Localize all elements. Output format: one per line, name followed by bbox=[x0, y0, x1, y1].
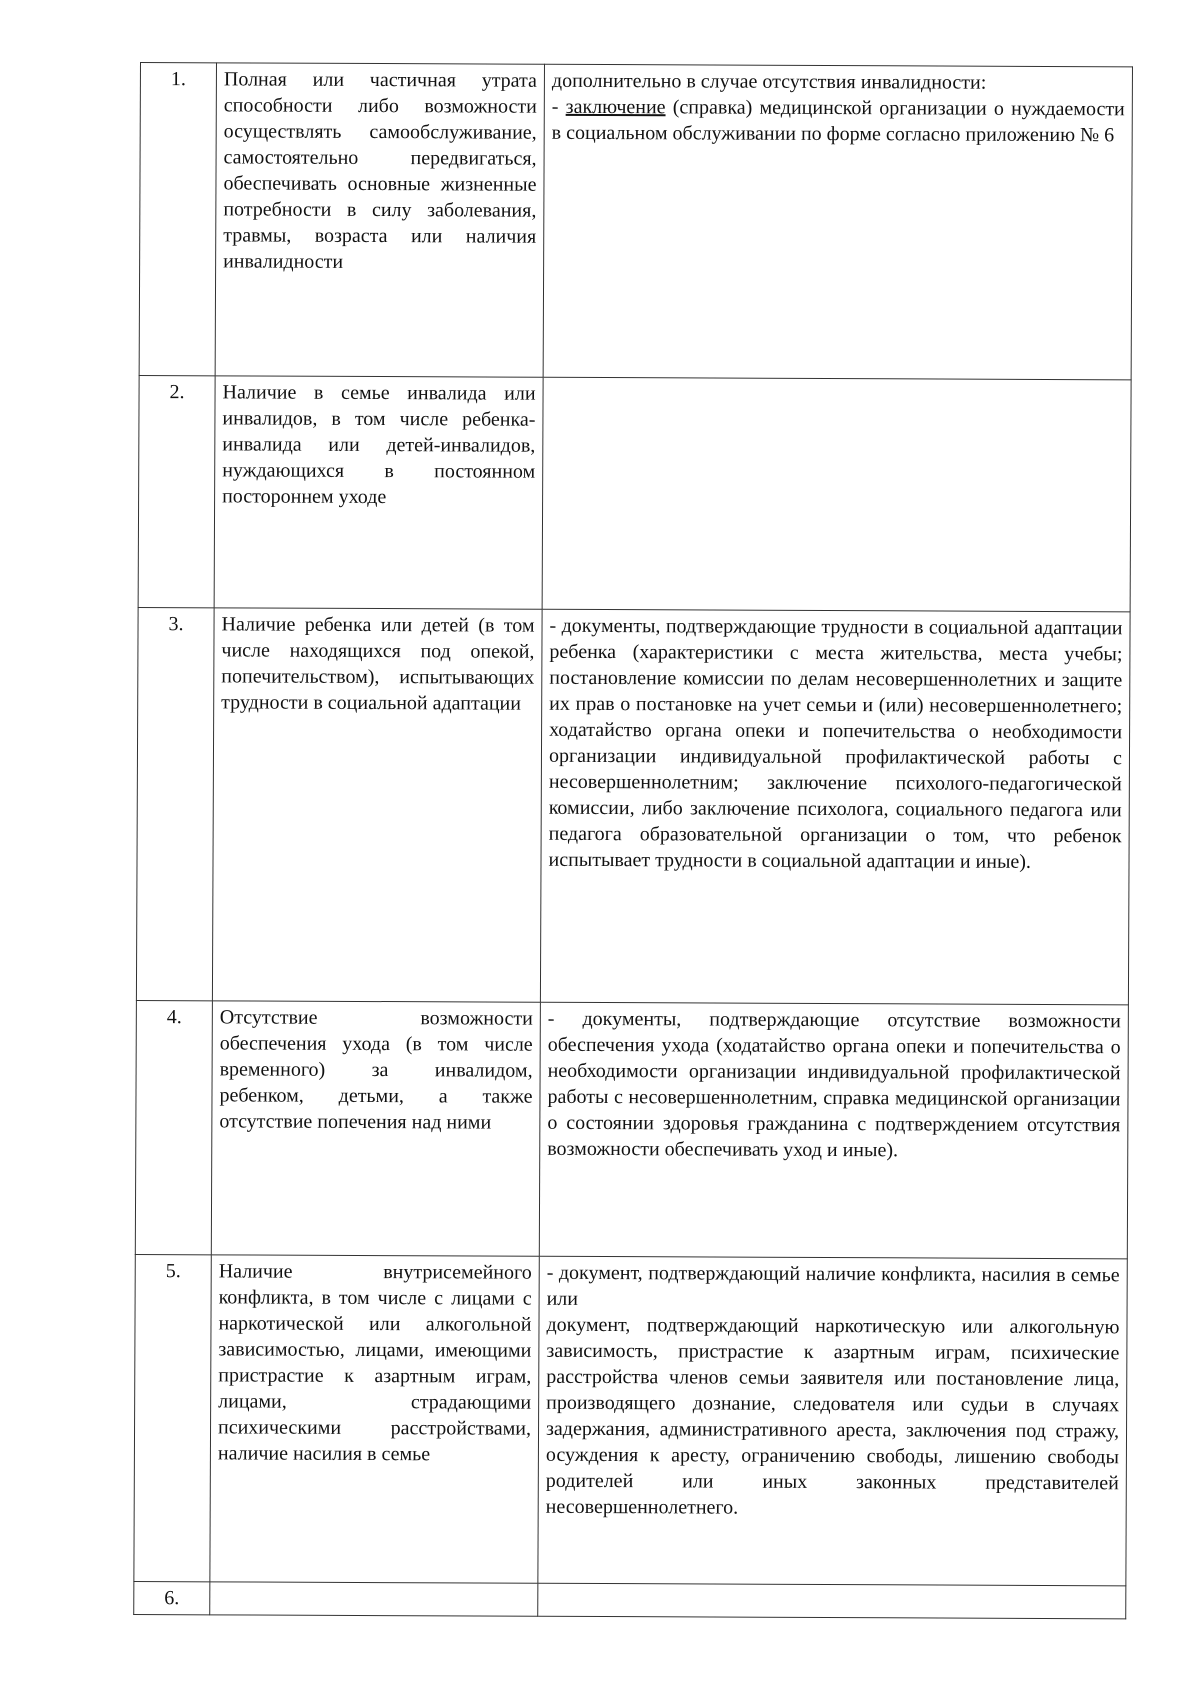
row-number: 4. bbox=[135, 1000, 212, 1254]
table-row bbox=[135, 1000, 1128, 1258]
table-row bbox=[138, 375, 1131, 611]
row-documents bbox=[542, 377, 1131, 612]
grounds-table bbox=[133, 62, 1133, 1619]
row-reason: Отсутствие возможности обеспечения ухода (в том числе временного) за инвалидом, ребенком, детьми, а также отсутствие попечения над ними bbox=[211, 1001, 540, 1256]
docs-prefix: - bbox=[551, 95, 566, 118]
table-row bbox=[136, 607, 1130, 1004]
row-number: 2. bbox=[138, 375, 215, 607]
row-number: 1. bbox=[139, 63, 216, 376]
row-reason: Наличие в семье инвалида или инвалидов, в том числе ребенка-инвалида или детей-инвалидов, нуждающихся в постоянном постороннем уходе bbox=[214, 376, 543, 609]
row-documents: - документы, подтверждающие отсутствие возможности обеспечения ухода (ходатайство органа опеки и попечительства о необходимости организации индивидуальной профилактической работы с несовершеннолетним, справка медицинской организации о состоянии здоровья гражданина с подтверждением отсутствия возможности обеспечивать уход и иные). bbox=[539, 1002, 1128, 1259]
docs-intro: дополнительно в случае отсутствия инвалидности: bbox=[551, 69, 987, 94]
docs-rest: (справка) медицинской организации о нуждаемости в социальном обслуживании по форме согласно приложению № 6 bbox=[551, 96, 1125, 147]
row-number: 6. bbox=[134, 1581, 210, 1614]
docs-item bbox=[552, 94, 1125, 148]
docs-line: документ, подтверждающий наркотическую или алкогольную зависимость, пристрастие к азартным играм, психические расстройства членов семьи заявителя или постановление лица, производящего дознание, следователя или судьи в случаях задержания, административного ареста, заключения под стражу, осуждения к аресту, ограничению свободы, лишению свободы родителей или иных законных представителей несовершеннолетнего. bbox=[545, 1313, 1120, 1519]
row-number: 5. bbox=[134, 1254, 211, 1581]
table-row bbox=[134, 1581, 1126, 1618]
conclusion-link[interactable]: заключение bbox=[565, 95, 666, 119]
docs-line: - документ, подтверждающий наличие конфликта, насилия в семье или bbox=[546, 1261, 1120, 1310]
row-number: 3. bbox=[136, 607, 214, 1000]
row-documents: - документы, подтверждающие трудности в социальной адаптации ребенка (характеристики с места жительства, места учебы; постановление комиссии по делам несовершеннолетних и защите их прав о постановке на учет семьи и (или) несовершеннолетнего; ходатайство органа опеки и попечительства о необходимости организации индивидуальной профилактической работы с несовершеннолетним; заключение психолого-педагогической комиссии, либо заключение психолога, социального педагога или педагога образовательной организации о том, что ребенок испытывает трудности в социальной адаптации и иные). bbox=[540, 609, 1130, 1005]
row-reason: Полная или частичная утрата способности либо возможности осуществлять самообслуживание, самостоятельно передвигаться, обеспечивать основные жизненные потребности в силу заболевания, травмы, возраста или наличия инвалидности bbox=[215, 63, 544, 377]
table-row bbox=[139, 63, 1132, 380]
row-documents bbox=[538, 1583, 1126, 1619]
row-reason: Наличие ребенка или детей (в том числе находящихся под опекой, попечительством), испытывающих трудности в социальной адаптации bbox=[212, 608, 542, 1002]
row-reason: Наличие внутрисемейного конфликта, в том числе с лицами с наркотической или алкогольной зависимостью, лицами, имеющими пристрастие к азартным играм, лицами, страдающими психическими расстройствами, наличие насилия в семье bbox=[210, 1255, 539, 1583]
row-documents bbox=[543, 64, 1132, 380]
row-reason bbox=[210, 1582, 538, 1616]
row-documents bbox=[538, 1256, 1127, 1586]
table-row bbox=[134, 1254, 1127, 1585]
